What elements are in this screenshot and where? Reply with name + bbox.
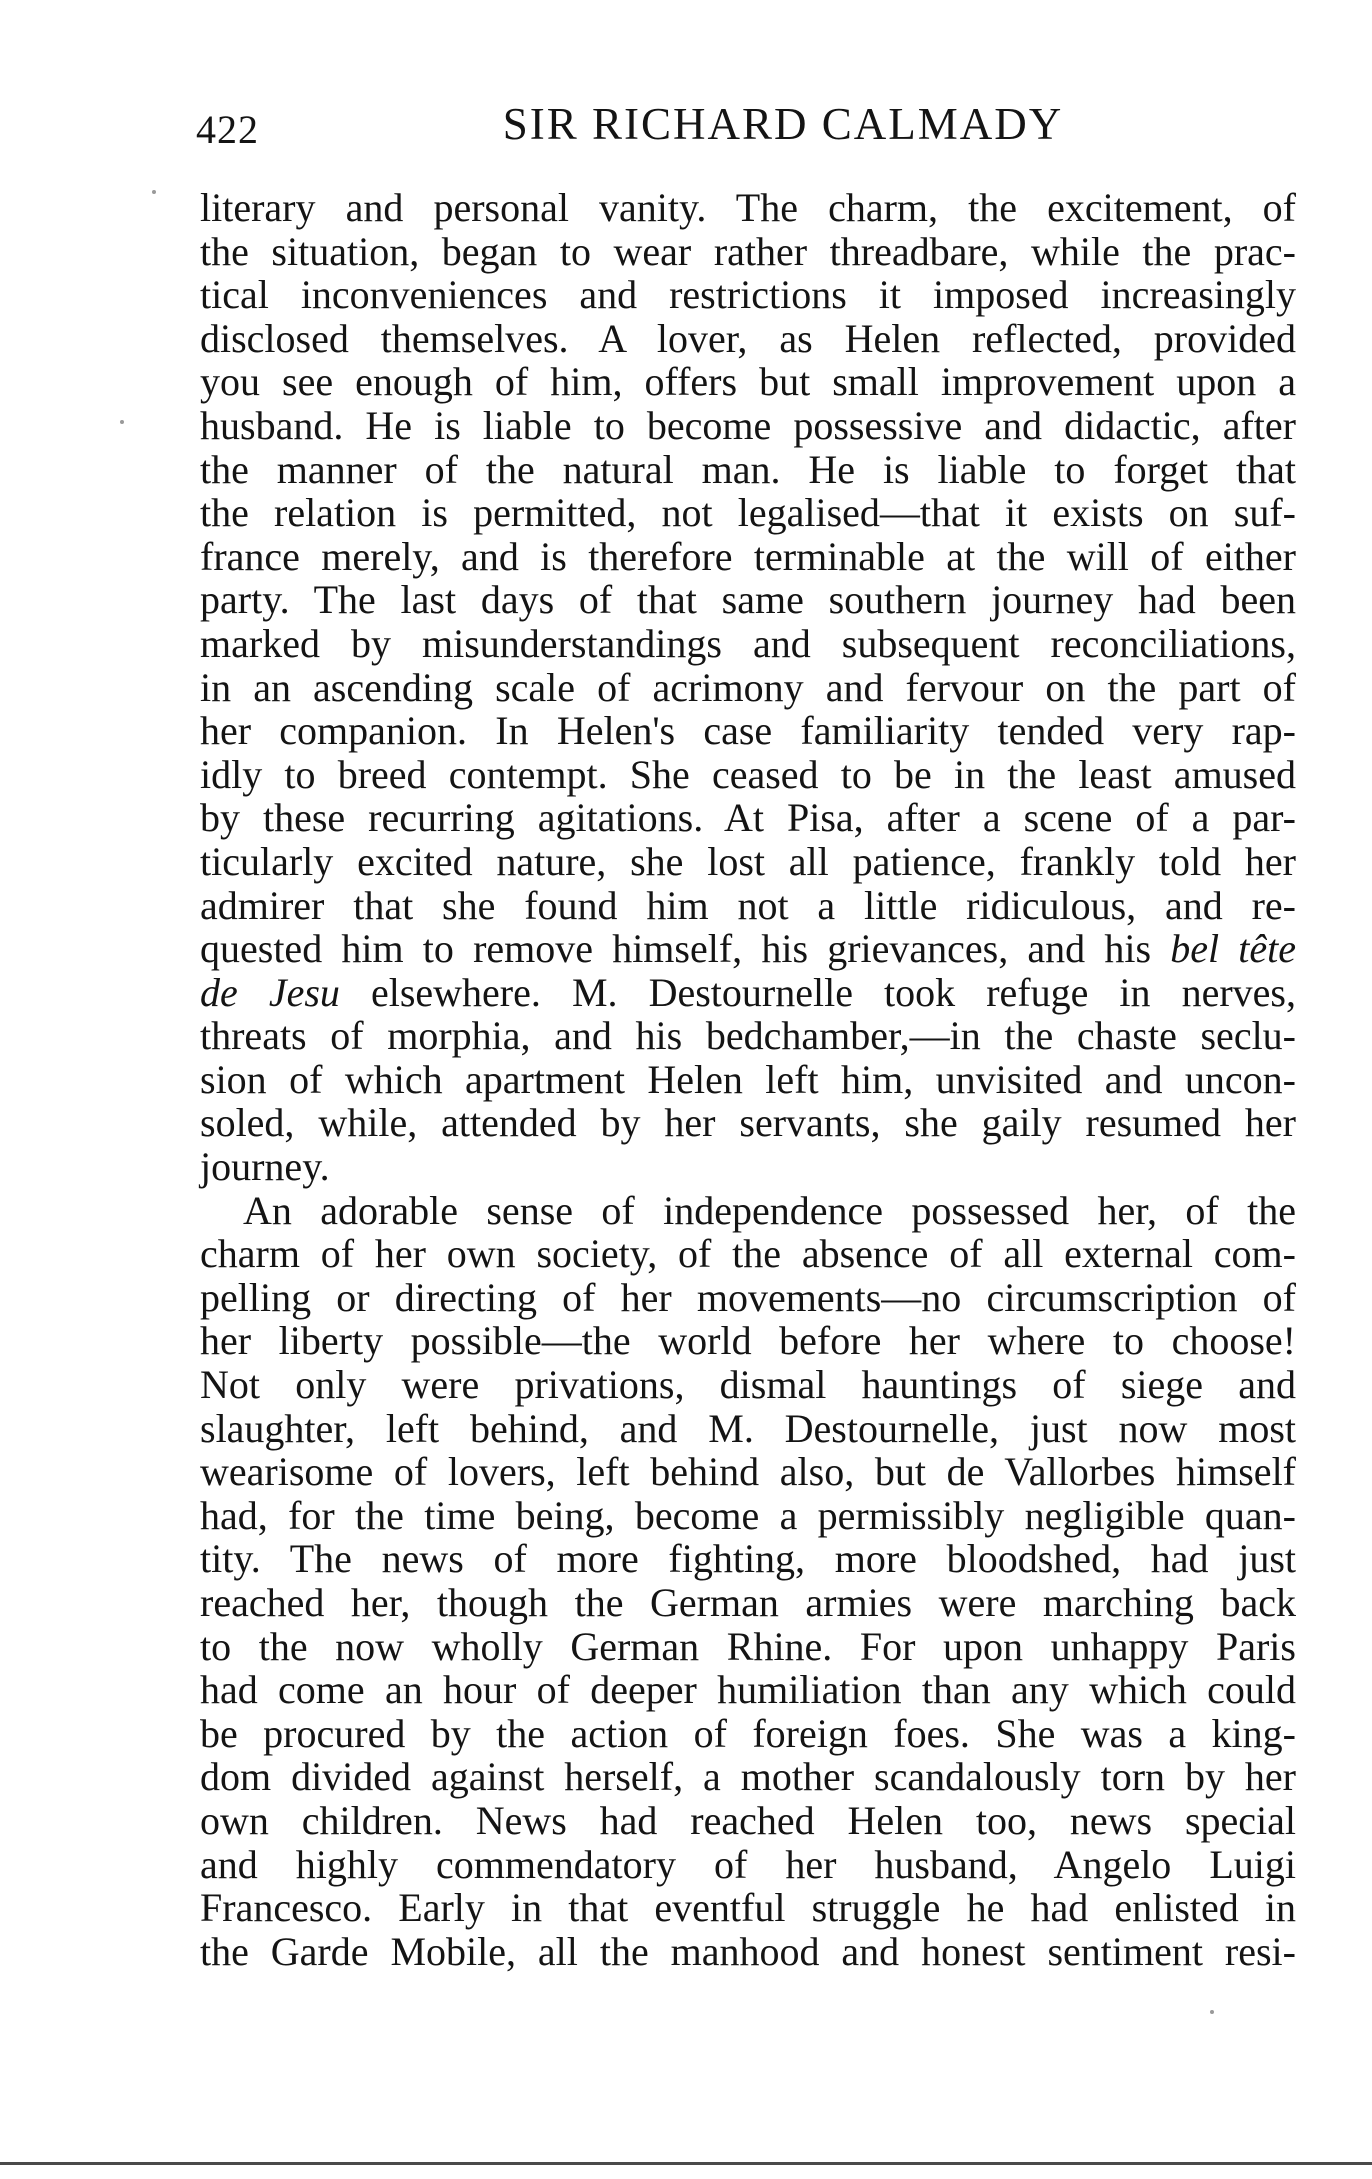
scan-speck	[120, 420, 124, 424]
text-line-7: the manner of the natural man. He is liable to forget that	[200, 446, 1296, 492]
text-line-26: pelling or directing of her movements—no circumscription of	[200, 1274, 1296, 1320]
text-line-38: own children. News had reached Helen too, news special	[200, 1797, 1296, 1843]
text-line-4: disclosed themselves. A lover, as Helen reflected, provided	[200, 315, 1296, 361]
text-line-8: the relation is permitted, not legalised—that it exists on suf-	[200, 490, 1296, 536]
page-number: 422	[196, 107, 259, 152]
scan-speck	[1210, 2010, 1214, 2014]
text-line-36: be procured by the action of foreign foes. She was a king-	[200, 1710, 1296, 1756]
text-line-23: journey.	[200, 1144, 330, 1190]
text-line-39: and highly commendatory of her husband, Angelo Luigi	[200, 1841, 1296, 1887]
text-line-25: charm of her own society, of the absence of all external com-	[200, 1231, 1296, 1277]
text-line-12: in an ascending scale of acrimony and fervour on the part of	[200, 664, 1296, 710]
text-line-41: the Garde Mobile, all the manhood and honest sentiment resi-	[200, 1928, 1296, 1974]
text-line-10: party. The last days of that same southern journey had been	[200, 577, 1296, 623]
text-line-34: to the now wholly German Rhine. For upon unhappy Paris	[200, 1623, 1296, 1669]
running-head	[196, 98, 1300, 158]
body-text	[200, 186, 1296, 1973]
running-title: SIR RICHARD CALMADY	[502, 99, 1064, 149]
text-line-9: france merely, and is therefore terminable at the will of either	[200, 533, 1296, 579]
text-line-31: had, for the time being, become a permissibly negligible quan-	[200, 1492, 1296, 1538]
text-line-3: tical inconveniences and restrictions it imposed increasingly	[200, 272, 1296, 318]
scan-speck	[152, 190, 156, 194]
text-line-24: An adorable sense of independence possessed her, of the	[243, 1187, 1296, 1233]
text-line-18-roman: quested him to remove himself, his grievances, and his	[200, 926, 1152, 972]
text-line-20: threats of morphia, and his bedchamber,—in the chaste seclu-	[200, 1013, 1296, 1059]
text-line-29: slaughter, left behind, and M. Destournelle, just now most	[200, 1405, 1296, 1451]
text-line-18-italic: bel tête	[1170, 926, 1297, 972]
text-line-40: Francesco. Early in that eventful struggle he had enlisted in	[200, 1885, 1296, 1931]
text-line-30: wearisome of lovers, left behind also, but de Vallorbes himself	[200, 1449, 1296, 1495]
text-line-19-italic: de Jesu	[200, 969, 340, 1015]
text-line-6: husband. He is liable to become possessive and didactic, after	[200, 402, 1296, 448]
text-line-28: Not only were privations, dismal hauntings of siege and	[200, 1362, 1296, 1408]
text-line-17: admirer that she found him not a little ridiculous, and re-	[200, 882, 1296, 928]
text-line-19	[200, 971, 1296, 1015]
text-line-11: marked by misunderstandings and subsequent reconciliations,	[200, 620, 1296, 666]
text-line-33: reached her, though the German armies were marching back	[200, 1580, 1296, 1625]
text-line-18	[200, 927, 1296, 971]
scan-edge-line	[0, 2162, 1372, 2165]
text-line-2: the situation, began to wear rather threadbare, while the prac-	[200, 228, 1296, 274]
text-line-37: dom divided against herself, a mother scandalously torn by her	[200, 1754, 1296, 1800]
text-line-13: her companion. In Helen's case familiarity tended very rap-	[200, 708, 1296, 754]
text-line-5: you see enough of him, offers but small improvement upon a	[200, 359, 1296, 405]
text-line-35: had come an hour of deeper humiliation than any which could	[200, 1667, 1296, 1713]
text-line-21: sion of which apartment Helen left him, unvisited and uncon-	[200, 1056, 1296, 1102]
text-line-14: idly to breed contempt. She ceased to be in the least amused	[200, 751, 1296, 797]
text-line-22: soled, while, attended by her servants, she gaily resumed her	[200, 1100, 1296, 1146]
text-line-19-roman: elsewhere. M. Destournelle took refuge in nerves,	[339, 969, 1296, 1015]
text-line-32: tity. The news of more fighting, more bloodshed, had just	[200, 1536, 1296, 1582]
text-line-15: by these recurring agitations. At Pisa, after a scene of a par-	[200, 795, 1296, 841]
text-line-27: her liberty possible—the world before her where to choose!	[200, 1318, 1296, 1364]
text-line-16: ticularly excited nature, she lost all patience, frankly told her	[200, 838, 1296, 884]
text-line-1: literary and personal vanity. The charm, the excitement, of	[200, 185, 1296, 230]
